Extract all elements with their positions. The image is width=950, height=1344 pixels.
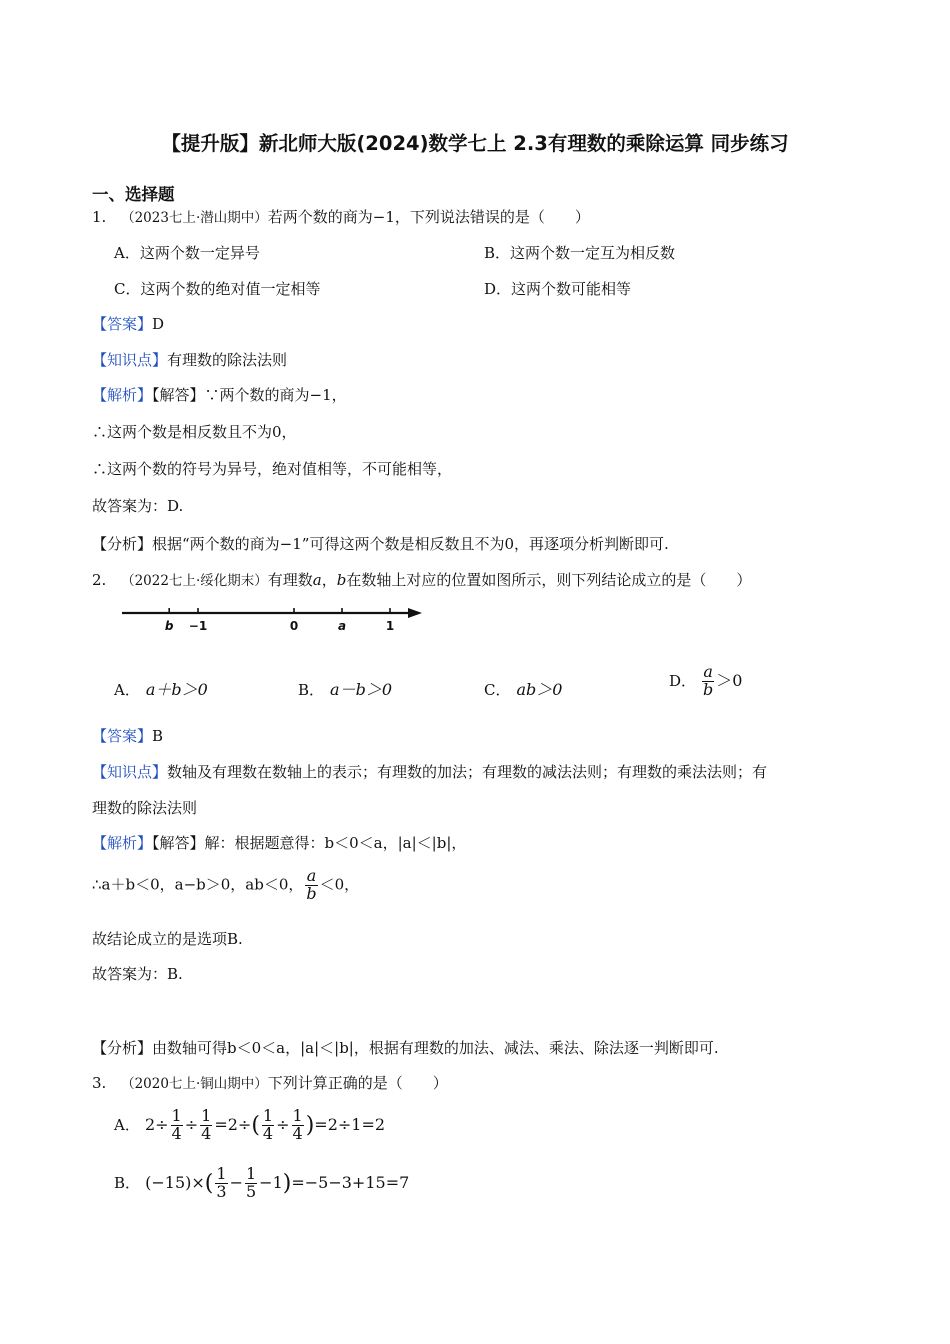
analysis-tag: 【解析】 xyxy=(92,386,153,404)
q2-source: （2022七上·绥化期末） xyxy=(121,573,268,589)
answer-tag: 【答案】 xyxy=(92,315,153,333)
option-label: B． xyxy=(484,244,511,262)
answer-value: D xyxy=(152,315,165,333)
fraction-denominator: 4 xyxy=(201,1123,212,1143)
section-heading: 一、选择题 xyxy=(92,185,175,204)
q2-stem-pre: 有理数 xyxy=(267,571,313,589)
fraction xyxy=(702,664,714,699)
q1-option-d[interactable] xyxy=(484,278,631,299)
fraction xyxy=(200,1108,212,1143)
q2-analysis-line-4: 故答案为：B. xyxy=(92,965,183,983)
q1-analysis-line-2: ∴这两个数是相反数且不为0， xyxy=(92,423,297,441)
option-text: 这两个数可能相等 xyxy=(511,280,632,298)
q2-option-c[interactable] xyxy=(484,677,562,700)
q2-answer xyxy=(92,725,163,746)
number-line-label: b xyxy=(164,619,174,633)
expr-part: −1 xyxy=(259,1172,283,1192)
left-paren: ( xyxy=(251,1112,260,1138)
expr-part: ÷ xyxy=(184,1114,199,1134)
option-text: 这两个数的绝对值一定相等 xyxy=(140,280,321,298)
q1-analysis-line-1 xyxy=(92,384,347,405)
q3-number: 3. xyxy=(92,1074,107,1092)
q1-analysis-line-3: ∴这两个数的符号为异号，绝对值相等，不可能相等， xyxy=(92,460,453,478)
number-line-label: −1 xyxy=(188,619,208,633)
analysis-text: ＜0， xyxy=(319,875,360,894)
q3-option-b[interactable] xyxy=(114,1166,409,1201)
q2-analysis-line-2 xyxy=(92,868,359,903)
fraction-numerator: 1 xyxy=(171,1106,182,1125)
fraction-numerator: 1 xyxy=(292,1106,303,1125)
q1-stem: 若两个数的商为−1，下列说法错误的是（ ） xyxy=(267,208,590,226)
fraction-denominator: 3 xyxy=(216,1181,227,1201)
remark-text: 根据“两个数的商为−1”可得这两个数是相反数且不为0，再逐项分析判断即可. xyxy=(152,535,669,553)
q3-source: （2020七上·铜山期中） xyxy=(121,1076,268,1092)
option-label: C． xyxy=(114,280,141,298)
number-line-arrow xyxy=(408,608,422,618)
knowledge-text: 数轴及有理数在数轴上的表示；有理数的加法；有理数的减法法则；有理数的乘法法则；有 xyxy=(167,763,768,781)
fraction-numerator: 1 xyxy=(245,1164,257,1183)
expr-part: − xyxy=(229,1172,243,1192)
number-line-label: 1 xyxy=(385,619,395,633)
analysis-text: 解：根据题意得：b＜0＜a，|a|＜|b|， xyxy=(204,834,467,852)
q1-number: 1. xyxy=(92,208,107,226)
q3-stem: 下列计算正确的是（ ） xyxy=(267,1074,448,1092)
q1-option-c[interactable] xyxy=(114,278,321,299)
knowledge-tag: 【知识点】 xyxy=(92,763,168,781)
q2-analysis-line-3: 故结论成立的是选项B. xyxy=(92,930,243,948)
option-label: B． xyxy=(298,681,325,699)
fraction-denominator: 4 xyxy=(292,1123,303,1143)
analysis-tag: 【解析】 xyxy=(92,834,153,852)
right-paren: ) xyxy=(282,1170,292,1196)
remark-text: 由数轴可得b＜0＜a，|a|＜|b|，根据有理数的加法、减法、乘法、除法逐一判断即可. xyxy=(152,1039,719,1057)
q1-option-b[interactable] xyxy=(484,242,675,263)
option-label: D． xyxy=(484,280,512,298)
expr-part: =2÷ xyxy=(214,1114,252,1134)
q2-remark xyxy=(92,1037,719,1058)
fraction-denominator: 5 xyxy=(245,1181,257,1201)
option-label: A． xyxy=(114,681,140,699)
option-expression: ＞0 xyxy=(716,670,743,690)
knowledge-tag: 【知识点】 xyxy=(92,351,168,369)
right-paren: ) xyxy=(305,1112,315,1138)
fraction xyxy=(245,1166,257,1201)
option-label: A． xyxy=(114,244,140,262)
number-line-label: 0 xyxy=(289,619,299,633)
analysis-text: ∴a＋b＜0，a−b＞0，ab＜0， xyxy=(92,875,304,894)
expr-part: 2÷ xyxy=(144,1114,169,1134)
q2-knowledge-line-2: 理数的除法法则 xyxy=(92,799,198,817)
fraction xyxy=(305,868,317,903)
expr-part: (−15)× xyxy=(145,1172,205,1192)
fraction-denominator: b xyxy=(306,883,317,903)
option-text: 这两个数一定互为相反数 xyxy=(510,244,676,262)
fraction-denominator: b xyxy=(703,679,714,699)
number-line-figure xyxy=(118,600,428,636)
expr-part: ÷ xyxy=(276,1114,290,1134)
solution-tag: 【解答】 xyxy=(152,386,205,404)
page-title: 【提升版】新北师大版(2024)数学七上 2.3有理数的乘除运算 同步练习 xyxy=(161,132,789,155)
q2-stem-line xyxy=(92,569,751,590)
var-a: a xyxy=(312,571,322,589)
q1-source: （2023七上·潜山期中） xyxy=(121,210,268,226)
fraction xyxy=(171,1108,183,1143)
left-paren: ( xyxy=(204,1170,214,1196)
q2-analysis-line-1 xyxy=(92,832,466,853)
expr-part: =−5−3+15=7 xyxy=(291,1172,410,1192)
q3-stem-line xyxy=(92,1072,448,1093)
option-text: 这两个数一定异号 xyxy=(139,244,260,262)
q1-answer xyxy=(92,313,164,334)
fraction xyxy=(262,1108,274,1143)
remark-tag: 【分析】 xyxy=(92,1039,153,1057)
q1-remark xyxy=(92,533,669,554)
q2-stem-post: 在数轴上对应的位置如图所示，则下列结论成立的是（ ） xyxy=(346,571,752,589)
fraction-numerator: 1 xyxy=(216,1164,227,1183)
q2-number: 2. xyxy=(92,571,107,589)
option-label: B． xyxy=(114,1173,141,1192)
q1-stem-line xyxy=(92,206,590,227)
q2-option-a[interactable] xyxy=(114,677,208,700)
fraction-numerator: a xyxy=(306,866,317,885)
fraction-denominator: 4 xyxy=(262,1123,274,1143)
fraction xyxy=(215,1166,227,1201)
q3-option-a[interactable] xyxy=(114,1108,385,1143)
q2-option-b[interactable] xyxy=(298,677,392,700)
q1-analysis-line-4: 故答案为：D. xyxy=(92,497,184,515)
var-b: b xyxy=(336,571,347,589)
q2-knowledge-line-1 xyxy=(92,761,767,782)
remark-tag: 【分析】 xyxy=(92,535,153,553)
fraction-numerator: 1 xyxy=(201,1106,212,1125)
answer-value: B xyxy=(152,727,164,745)
option-label: A． xyxy=(114,1115,140,1134)
number-line-label: a xyxy=(337,619,347,633)
option-expression: a＋b＞0 xyxy=(145,680,208,699)
option-label: D． xyxy=(669,671,697,690)
fraction xyxy=(292,1108,304,1143)
expr-part: =2÷1=2 xyxy=(314,1114,386,1134)
fraction-numerator: 1 xyxy=(262,1106,274,1125)
fraction-numerator: a xyxy=(703,662,713,681)
q2-option-d[interactable] xyxy=(669,664,742,699)
analysis-text: ∵两个数的商为−1， xyxy=(204,386,347,404)
option-expression: a－b＞0 xyxy=(330,680,392,699)
q1-knowledge xyxy=(92,349,287,370)
solution-tag: 【解答】 xyxy=(152,834,205,852)
q2-comma: ， xyxy=(321,571,337,589)
knowledge-text: 有理数的除法法则 xyxy=(167,351,288,369)
option-label: C． xyxy=(484,681,511,699)
fraction-denominator: 4 xyxy=(171,1123,182,1143)
option-expression: ab＞0 xyxy=(516,680,563,699)
answer-tag: 【答案】 xyxy=(92,727,153,745)
q1-option-a[interactable] xyxy=(114,242,260,263)
